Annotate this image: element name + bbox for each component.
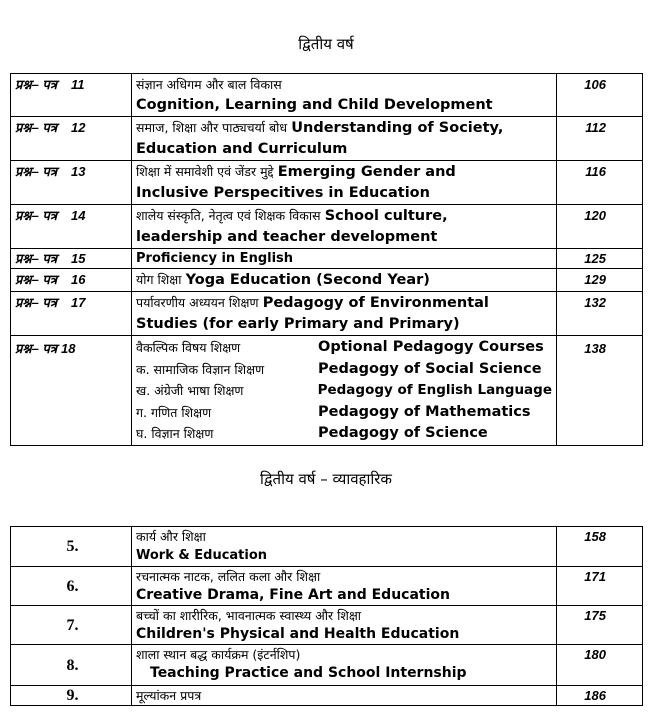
heading-second-year: द्वितीय वर्ष	[298, 35, 354, 53]
page-number: 129	[557, 269, 643, 292]
practical-title: कार्य और शिक्षा Work & Education	[132, 527, 557, 567]
list-item: ख. अंग्रेजी भाषा शिक्षण Pedagogy of English Language	[136, 382, 552, 398]
page-number: 125	[557, 249, 643, 269]
paper-title: योग शिक्षा Yoga Education (Second Year)	[132, 269, 557, 292]
practical-number: 9.	[11, 686, 132, 706]
optional-pedagogy-list	[132, 336, 557, 446]
table-row	[11, 606, 643, 645]
papers-table	[10, 73, 643, 446]
paper-label: प्रश्न– पत्र 17	[11, 292, 132, 336]
paper-title: शालेय संस्कृति, नेतृत्व एवं शिक्षक विकास School culture, leadership and teacher development	[132, 205, 557, 249]
table-row	[11, 269, 643, 292]
table-row	[11, 336, 643, 446]
page-number: 112	[557, 117, 643, 161]
practical-title: बच्चों का शारीरिक, भावनात्मक स्वास्थ्य और शिक्षा Children's Physical and Health Education	[132, 606, 557, 645]
page-number: 158	[557, 527, 643, 567]
paper-label: प्रश्न– पत्र 12	[11, 117, 132, 161]
list-item: वैकल्पिक विषय शिक्षण Optional Pedagogy Courses	[136, 339, 544, 355]
page-number: 180	[557, 645, 643, 686]
heading-second-year-practical: द्वितीय वर्ष – व्यावहारिक	[260, 470, 392, 488]
table-row	[11, 292, 643, 336]
practical-title: मूल्यांकन प्रपत्र	[132, 686, 557, 706]
page-number: 116	[557, 161, 643, 205]
table-row	[11, 74, 643, 117]
page-number: 120	[557, 205, 643, 249]
table-row	[11, 567, 643, 606]
practical-number: 7.	[11, 606, 132, 645]
page-number: 175	[557, 606, 643, 645]
table-row	[11, 686, 643, 706]
paper-label: प्रश्न– पत्र 16	[11, 269, 132, 292]
paper-label: प्रश्न– पत्र 15	[11, 249, 132, 269]
table-row	[11, 527, 643, 567]
practical-title: रचनात्मक नाटक, ललित कला और शिक्षा Creative Drama, Fine Art and Education	[132, 567, 557, 606]
paper-label: प्रश्न– पत्र 11	[11, 74, 132, 117]
table-row	[11, 645, 643, 686]
paper-title: समाज, शिक्षा और पाठ्यचर्या बोध Understanding of Society, Education and Curriculum	[132, 117, 557, 161]
table-row	[11, 249, 643, 269]
table-row	[11, 161, 643, 205]
table-row	[11, 117, 643, 161]
practicals-table	[10, 526, 643, 706]
list-item: घ. विज्ञान शिक्षण Pedagogy of Science	[136, 425, 488, 441]
practical-title: शाला स्थान बद्ध कार्यक्रम (इंटर्नशिप) Teaching Practice and School Internship	[132, 645, 557, 686]
paper-label: प्रश्न– पत्र 13	[11, 161, 132, 205]
practical-number: 5.	[11, 527, 132, 567]
page-number: 132	[557, 292, 643, 336]
paper-label: प्रश्न– पत्र 18	[11, 336, 132, 446]
list-item: ग. गणित शिक्षण Pedagogy of Mathematics	[136, 403, 531, 420]
paper-title: संज्ञान अधिगम और बाल विकास Cognition, Learning and Child Development	[132, 74, 557, 117]
page-number: 186	[557, 686, 643, 706]
paper-label: प्रश्न– पत्र 14	[11, 205, 132, 249]
practical-number: 6.	[11, 567, 132, 606]
page-number: 171	[557, 567, 643, 606]
paper-title: Proficiency in English	[132, 249, 557, 269]
page-number: 106	[557, 74, 643, 117]
paper-title: पर्यावरणीय अध्ययन शिक्षण Pedagogy of Environmental Studies (for early Primary and Primary)	[132, 292, 557, 336]
paper-title: शिक्षा में समावेशी एवं जेंडर मुद्दे Emerging Gender and Inclusive Perspecitives in Education	[132, 161, 557, 205]
practical-number: 8.	[11, 645, 132, 686]
table-row	[11, 205, 643, 249]
page-number: 138	[557, 336, 643, 446]
list-item: क. सामाजिक विज्ञान शिक्षण Pedagogy of Social Science	[136, 360, 542, 377]
